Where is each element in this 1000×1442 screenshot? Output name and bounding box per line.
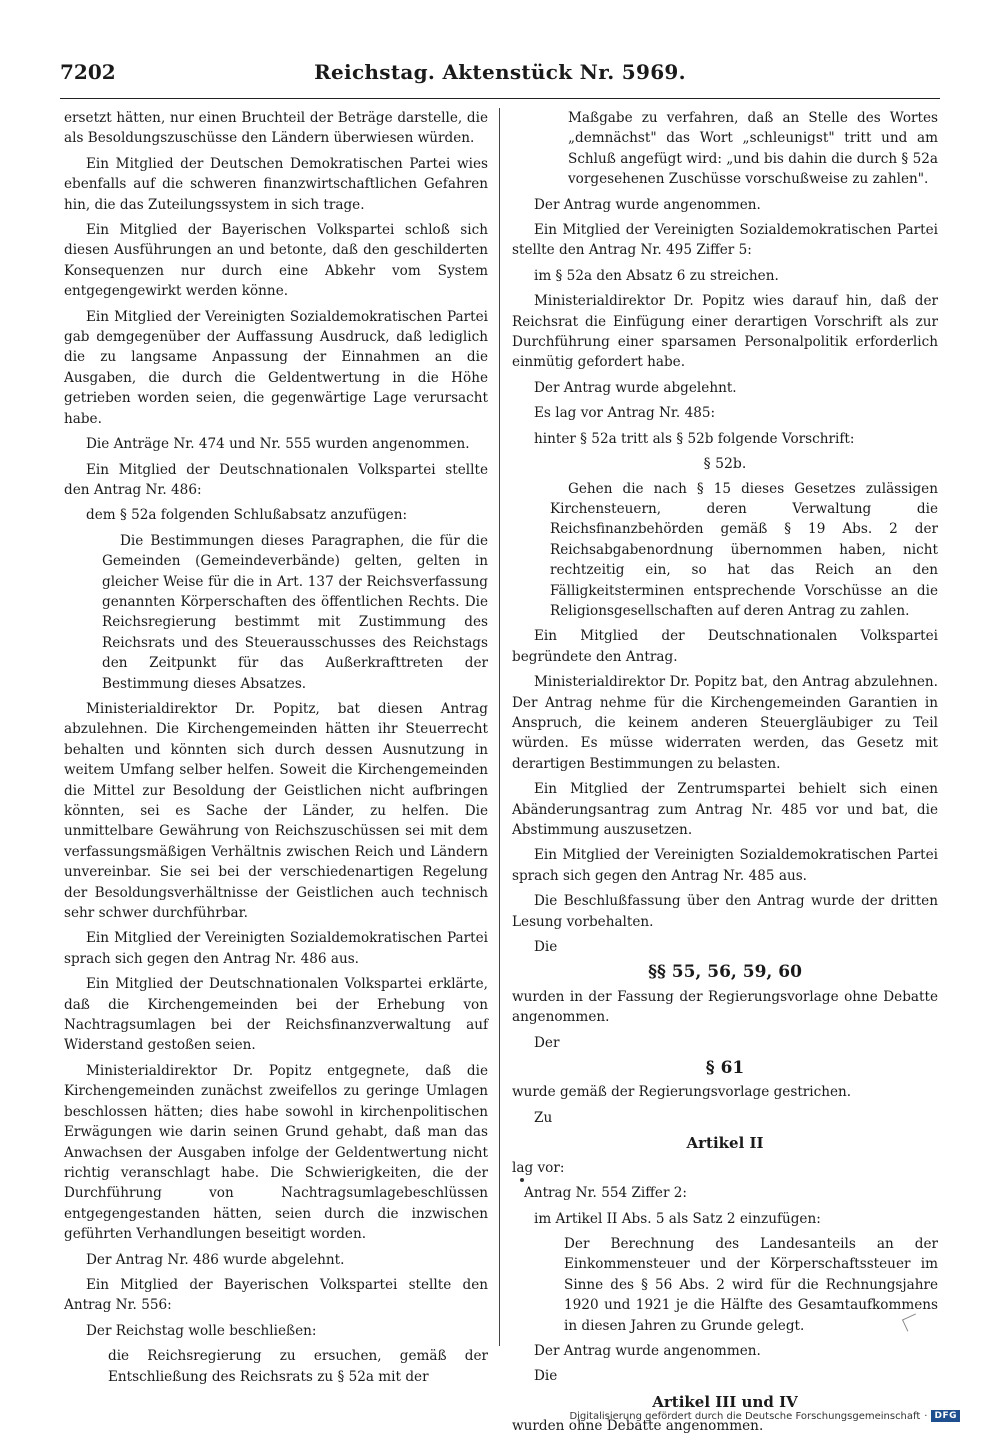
paragraph: Ein Mitglied der Bayerischen Volkspartei stellte den Antrag Nr. 556: — [64, 1276, 488, 1314]
paragraph: Ministerialdirektor Dr. Popitz wies darauf hin, daß der Reichsrat die Einfügung einer derartigen Vorschrift als zur Durchführung einer sparsamen Personalpolitik erforderlich einmütig gefordert habe. — [512, 293, 938, 371]
paragraph: Ein Mitglied der Vereinigten Sozialdemokratischen Partei sprach sich gegen den Antrag Nr. 485 aus. — [512, 847, 938, 884]
motion-text: Gehen die nach § 15 dieses Gesetzes zulässigen Kirchensteuern, deren Verwaltung die Reichsfinanzbehörden gemäß § 19 Abs. 2 der Reichsabgabenordnung übernommen haben, nicht rechtzeitig ein, so hat das Reich an den Fälligkeitsterminen entsprechende Vorschüsse an die Religionsgesellschaften auf deren Antrag zu zahlen. — [550, 480, 938, 619]
paragraph: Der Antrag Nr. 486 wurde abgelehnt. — [86, 1251, 345, 1268]
paragraph: Ein Mitglied der Vereinigten Sozialdemokratischen Partei stellte den Antrag Nr. 495 Ziffer 5: — [512, 222, 938, 259]
paragraph: Die — [534, 1368, 558, 1385]
paragraph: Ein Mitglied der Deutschnationalen Volkspartei begründete den Antrag. — [512, 628, 938, 665]
motion-text: Die Bestimmungen dieses Paragraphen, die für die Gemeinden (Gemeindeverbände) gelten, gelten in gleicher Weise für die in Art. 137 der Reichsverfassung genannten Körperschaften des öffentlichen Rechts. Die Reichsregierung bestimmt mit Zustimmung des Reichsrats und des Steuerausschusses des Reichstags den Zeitpunkt für das Außerkrafttreten der Bestimmung dieses Absatzes. — [102, 532, 488, 692]
paragraph: Ein Mitglied der Deutschnationalen Volkspartei stellte den Antrag Nr. 486: — [64, 461, 488, 498]
paragraph: Ein Mitglied der Deutschnationalen Volkspartei erklärte, daß die Kirchengemeinden bei der Erhebung von Nachtragsumlagen bei der Reichsfinanzverwaltung auf Widerstand gestoßen seien. — [64, 976, 488, 1054]
motion-intro: Der Reichstag wolle beschließen: — [86, 1322, 317, 1339]
paragraph: wurden in der Fassung der Regierungsvorlage ohne Debatte angenommen. — [512, 988, 938, 1026]
paragraph: Der Antrag wurde angenommen. — [534, 196, 761, 213]
motion-text: die Reichsregierung zu ersuchen, gemäß der Entschließung des Reichsrats zu § 52a mit der — [108, 1348, 488, 1385]
section-heading: Artikel II — [686, 1134, 764, 1153]
paragraph: lag vor: — [512, 1159, 565, 1176]
section-heading: Artikel III und IV — [652, 1392, 798, 1411]
motion-intro: dem § 52a folgenden Schlußabsatz anzufügen: — [86, 507, 408, 524]
motion-text: Der Berechnung des Landesanteils an der Einkommensteuer und der Körperschaftssteuer im Sinne des § 56 Abs. 2 wird für die Rechnungsjahre 1920 und 1921 je die Hälfte des Gesamtaufkommens in diesen Jahren zu Grunde gelegt. — [564, 1235, 938, 1334]
motion-intro: Antrag Nr. 554 Ziffer 2: — [524, 1185, 688, 1202]
paragraph: wurden ohne Debatte angenommen. — [512, 1418, 764, 1435]
paragraph: Ein Mitglied der Deutschen Demokratischen Partei wies ebenfalls auf die schweren finanzwirtschaftlichen Gefahren hin, die das Zuteilungssystem in sich trage. — [64, 155, 488, 213]
digitization-footer: Digitalisierung gefördert durch die Deutsche Forschungsgemeinschaft · DFG — [569, 1410, 960, 1422]
dfg-logo-icon: DFG — [931, 1410, 960, 1422]
paragraph: Ein Mitglied der Vereinigten Sozialdemokratischen Partei sprach sich gegen den Antrag Nr. 486 aus. — [64, 930, 488, 967]
ink-dot-mark — [520, 1178, 524, 1182]
paragraph: Zu — [534, 1109, 553, 1126]
running-title: Reichstag. Aktenstück Nr. 5969. — [314, 60, 686, 84]
paragraph: Ministerialdirektor Dr. Popitz entgegnete, daß die Kirchengemeinden zunächst zweifellos zu geringe Umlagen beschlossen hätten; dies habe sowohl in kirchenpolitischen Erwägungen wie darin seinen Grund gehabt, daß man das Anwachsen der Ausgaben infolge der Geldentwertung nicht richtig veranschlagt habe. Die Schwierigkeiten, die der Durchführung von Nachtragsumlagebeschlüssen entgegengestanden hätten, seien durch die inzwischen geführten Verhandlungen beseitigt worden. — [64, 1062, 488, 1243]
motion-text: Maßgabe zu verfahren, daß an Stelle des Wortes „demnächst" das Wort „schleunigst" tritt und am Schluß angefügt wird: „und bis dahin die durch § 52a vorgesehenen Zuschüsse vorschußweise zu zahlen". — [568, 110, 938, 188]
motion-intro: hinter § 52a tritt als § 52b folgende Vorschrift: — [534, 430, 855, 447]
paragraph: Der Antrag wurde angenommen. — [534, 1342, 761, 1359]
paragraph: Ein Mitglied der Bayerischen Volkspartei schloß sich diesen Ausführungen an und betonte, daß den geschilderten Konsequenzen nur durch eine Abkehr vom System entgegengewirkt werden könne. — [64, 222, 488, 300]
motion-text: im § 52a den Absatz 6 zu streichen. — [534, 267, 779, 284]
paragraph: Die — [534, 939, 558, 956]
section-heading: §§ 55, 56, 59, 60 — [648, 962, 802, 983]
paragraph: Die Anträge Nr. 474 und Nr. 555 wurden angenommen. — [86, 436, 470, 453]
paragraph: Ministerialdirektor Dr. Popitz, bat diesen Antrag abzulehnen. Die Kirchengemeinden hätten ihr Steuerrecht behalten und könnten sich durch dessen Ausnutzung in weitem Umfang selber helfen. Soweit die Kirchengemeinden die Mittel zur Besoldung der Geistlichen nicht aufbringen könnten, sei es Sache der Länder, zu helfen. Die unmittelbare Gewährung von Reichszuschüssen sei mit dem verfassungsmäßigen Verhältnis zwischen Reich und Ländern unvereinbar. Sie sei bei der verschiedenartigen Regelung der Besoldungsverhältnisse der Geistlichen auch technisch sehr schwer durchführbar. — [64, 700, 488, 922]
section-heading: § 61 — [705, 1058, 745, 1079]
paragraph: Ein Mitglied der Zentrumspartei behielt sich einen Abänderungsantrag zum Antrag Nr. 485 vor und bat, die Abstimmung auszusetzen. — [512, 781, 938, 838]
page-number: 7202 — [60, 60, 116, 84]
paragraph: Die Beschlußfassung über den Antrag wurde der dritten Lesung vorbehalten. — [512, 893, 938, 930]
right-column — [512, 108, 938, 1442]
paragraph: ersetzt hätten, nur einen Bruchteil der Beträge darstelle, die als Besoldungszuschüsse den Ländern überwiesen würden. — [64, 110, 488, 147]
page-header — [60, 58, 940, 99]
left-column — [64, 108, 488, 1392]
column-divider — [499, 108, 500, 1346]
paragraph: Der Antrag wurde abgelehnt. — [534, 379, 737, 396]
paragraph: wurde gemäß der Regierungsvorlage gestrichen. — [512, 1084, 852, 1101]
footer-text: Digitalisierung gefördert durch die Deutsche Forschungsgemeinschaft — [569, 1410, 921, 1422]
motion-intro: im Artikel II Abs. 5 als Satz 2 einzufügen: — [534, 1210, 821, 1227]
paragraph: Es lag vor Antrag Nr. 485: — [534, 405, 716, 422]
paragraph: Ein Mitglied der Vereinigten Sozialdemokratischen Partei gab demgegenüber der Auffassung Ausdruck, daß lediglich die zu langsame Anpassung der Einnahmen an die Ausgaben, die durch die Geldentwertung in die Höhe getrieben worden seien, die gegenwärtige Lage verursacht habe. — [64, 308, 488, 427]
paragraph: Ministerialdirektor Dr. Popitz bat, den Antrag abzulehnen. Der Antrag nehme für die Kirchengemeinden Garantien in Anspruch, die keinem anderen Steuergläubiger zu Teil würden. Es müsse widerraten werden, das Gesetz mit derartigen Bestimmungen zu belasten. — [512, 674, 938, 772]
section-heading: § 52b. — [703, 456, 747, 473]
paragraph: Der — [534, 1034, 560, 1051]
